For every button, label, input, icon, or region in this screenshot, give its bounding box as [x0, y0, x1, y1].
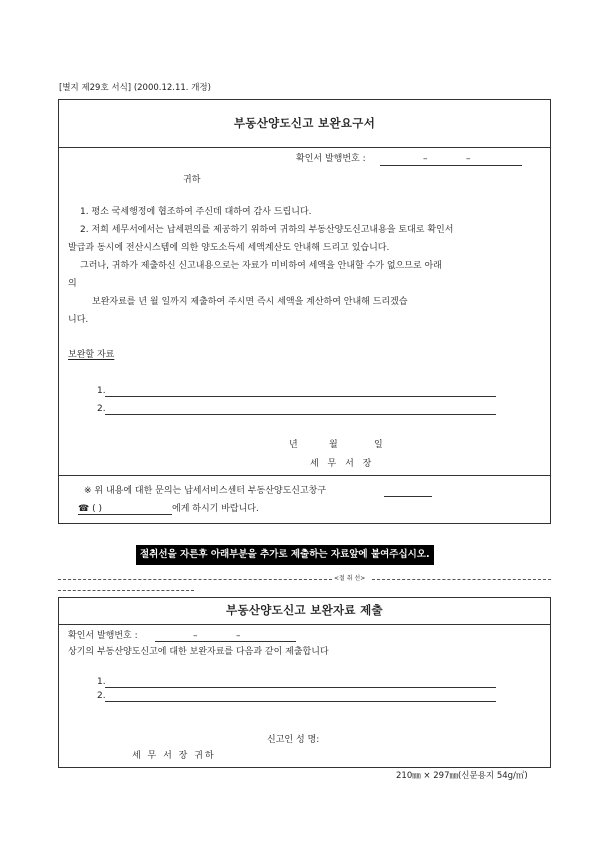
inquiry-divider	[58, 475, 551, 476]
form-reference: [별지 제29호 서식] (2000.12.11. 개정)	[59, 83, 211, 93]
submission-item-2-label: 2.	[97, 691, 106, 701]
paragraph-3-line-2: 의	[68, 279, 77, 289]
date-year: 년	[289, 440, 298, 450]
paragraph-3-line-4: 니다.	[68, 315, 89, 325]
paragraph-3-line-1: 그러나, 귀하가 제출하신 신고내용으로는 자료가 미비하여 세액을 안내할 수가 없으므로 아래	[80, 261, 442, 271]
submission-statement: 상기의 부동산양도신고에 대한 보완자료를 다음과 같이 제출합니다	[68, 647, 329, 657]
paper-spec: 210㎜ × 297㎜(신문용지 54g/㎡)	[396, 771, 528, 781]
submission-confirm-label: 확인서 발행번호 :	[68, 631, 138, 641]
supplement-item-2-field[interactable]	[105, 414, 496, 415]
submission-item-2-field[interactable]	[105, 701, 496, 702]
cut-notice: 절취선을 자른후 아래부분을 추가로 제출하는 자료앞에 붙여주십시오.	[136, 545, 434, 565]
confirm-dash-1: –	[423, 154, 428, 164]
date-day: 일	[374, 440, 383, 450]
paragraph-2-line-1: 2. 저희 세무서에서는 납세편의를 제공하기 위하여 귀하의 부동산양도신고내용을 토대로 확인서	[80, 225, 454, 235]
confirm-number-label: 확인서 발행번호 :	[296, 154, 366, 164]
cut-line-label: <절 취 선>	[334, 575, 366, 582]
cut-line-left	[58, 579, 332, 580]
title-divider	[58, 147, 551, 148]
cut-line-right	[372, 579, 551, 580]
phone-suffix: 에게 하시기 바랍니다.	[172, 504, 259, 514]
submission-confirm-field[interactable]	[155, 641, 296, 642]
paragraph-1: 1. 평소 국세행정에 협조하여 주신데 대하여 감사 드립니다.	[80, 207, 312, 217]
applicant-name-label: 신고인 성 명:	[267, 735, 320, 745]
submission-confirm-dash-2: –	[236, 631, 241, 641]
supplement-item-1-field[interactable]	[105, 396, 496, 397]
inquiry-desk-field[interactable]	[384, 496, 432, 497]
cut-line-continuation	[58, 590, 194, 591]
tax-office-head: 세 무 서 장	[310, 459, 375, 469]
submission-title: 부동산양도신고 보완자료 제출	[226, 603, 383, 617]
paragraph-2-line-2: 발급과 동시에 전산시스템에 의한 양도소득세 세액계산도 안내해 드리고 있습니다.	[68, 243, 390, 253]
supplement-heading: 보완할 자료	[68, 350, 115, 360]
submission-confirm-dash-1: –	[193, 631, 198, 641]
date-month: 월	[329, 440, 338, 450]
submission-item-1-field[interactable]	[105, 687, 496, 688]
addressee-label: 귀하	[183, 175, 201, 185]
request-title: 부동산양도신고 보완요구서	[233, 116, 376, 130]
phone-field[interactable]	[78, 514, 172, 515]
submission-item-1-label: 1.	[97, 677, 106, 687]
inquiry-text: ※ 위 내용에 대한 문의는 납세서비스센터 부동산양도신고창구	[84, 486, 327, 496]
confirm-number-field[interactable]	[380, 165, 522, 166]
paragraph-3-line-3: 보완자료를 년 월 일까지 제출하여 주시면 즉시 세액을 계산하여 안내해 드리겠습	[92, 297, 408, 307]
phone-label: ☎ ( )	[78, 504, 102, 514]
supplement-item-2-label: 2.	[97, 404, 106, 414]
confirm-dash-2: –	[466, 154, 471, 164]
submission-title-divider	[58, 624, 551, 625]
submission-addressee: 세 무 서 장 귀하	[132, 751, 216, 761]
supplement-item-1-label: 1.	[97, 386, 106, 396]
